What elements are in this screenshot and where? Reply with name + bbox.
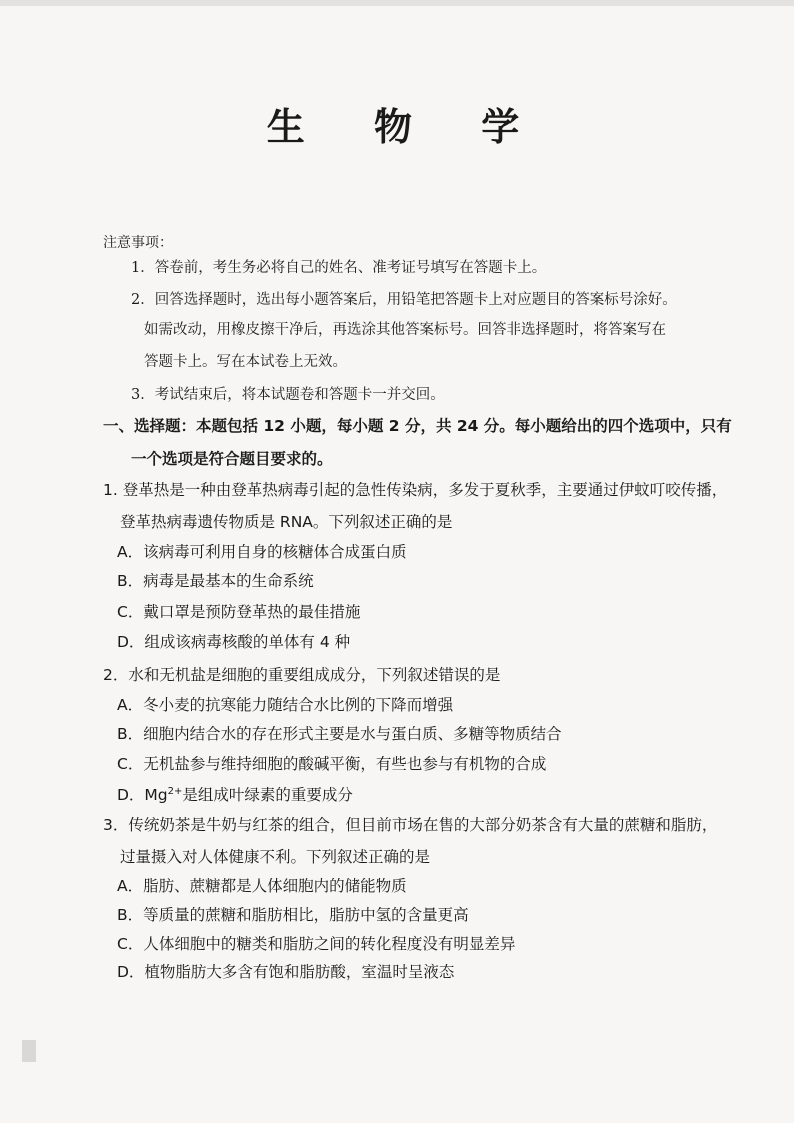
notice-item-2-cont: 如需改动，用橡皮擦干净后，再选涂其他答案标号。回答非选择题时，将答案写在 bbox=[144, 322, 666, 338]
question-1-stem-2: 登革热病毒遗传物质是 RNA。下列叙述正确的是 bbox=[120, 513, 453, 531]
question-3-option-b: B．等质量的蔗糖和脂肪相比，脂肪中氢的含量更高 bbox=[117, 906, 469, 924]
question-1-option-b: B．病毒是最基本的生命系统 bbox=[117, 572, 314, 590]
question-3-option-d: D．植物脂肪大多含有饱和脂肪酸，室温时呈液态 bbox=[117, 963, 455, 981]
notice-item-3: 3．考试结束后，将本试题卷和答题卡一并交回。 bbox=[131, 387, 445, 403]
question-2-option-d-suffix: 是组成叶绿素的重要成分 bbox=[182, 786, 353, 804]
question-2-stem-1: 2．水和无机盐是细胞的重要组成成分，下列叙述错误的是 bbox=[103, 666, 501, 684]
question-1-option-a: A．该病毒可利用自身的核糖体合成蛋白质 bbox=[117, 543, 407, 561]
section-heading-line2: 一个选项是符合题目要求的。 bbox=[131, 450, 333, 468]
question-1-option-d: D．组成该病毒核酸的单体有 4 种 bbox=[117, 633, 351, 651]
question-2-option-d-superscript: 2+ bbox=[167, 785, 183, 797]
question-3-stem-2: 过量摄入对人体健康不利。下列叙述正确的是 bbox=[120, 848, 431, 866]
question-3-option-a: A．脂肪、蔗糖都是人体细胞内的储能物质 bbox=[117, 877, 407, 895]
section-heading-line1: 一、选择题：本题包括 12 小题，每小题 2 分，共 24 分。每小题给出的四个选项中，只有 bbox=[103, 417, 732, 435]
question-1-option-c: C．戴口罩是预防登革热的最佳措施 bbox=[117, 603, 361, 621]
notice-item-2: 2．回答选择题时，选出每小题答案后，用铅笔把答题卡上对应题目的答案标号涂好。 bbox=[131, 292, 677, 308]
notice-heading: 注意事项： bbox=[103, 235, 173, 251]
question-2-option-d-prefix: D．Mg bbox=[117, 786, 168, 804]
question-2-option-a: A．冬小麦的抗寒能力随结合水比例的下降而增强 bbox=[117, 696, 454, 714]
question-2-option-b: B．细胞内结合水的存在形式主要是水与蛋白质、多糖等物质结合 bbox=[117, 725, 562, 743]
question-3-option-c: C．人体细胞中的糖类和脂肪之间的转化程度没有明显差异 bbox=[117, 935, 516, 953]
question-3-stem-1: 3．传统奶茶是牛奶与红茶的组合，但目前市场在售的大部分奶茶含有大量的蔗糖和脂肪， bbox=[103, 816, 718, 834]
question-1-stem-1: 1. 登革热是一种由登革热病毒引起的急性传染病，多发于夏秋季，主要通过伊蚊叮咬传播， bbox=[103, 481, 728, 499]
question-2-option-c: C．无机盐参与维持细胞的酸碱平衡，有些也参与有机物的合成 bbox=[117, 755, 547, 773]
scan-shadow-left bbox=[22, 1040, 36, 1062]
notice-item-1: 1．答卷前，考生务必将自己的姓名、准考证号填写在答题卡上。 bbox=[131, 260, 547, 276]
notice-item-2-cont2: 答题卡上。写在本试卷上无效。 bbox=[144, 354, 347, 370]
page-title: 生 物 学 bbox=[266, 104, 548, 149]
question-2-option-d bbox=[117, 783, 353, 805]
scan-shadow-top bbox=[0, 0, 794, 6]
